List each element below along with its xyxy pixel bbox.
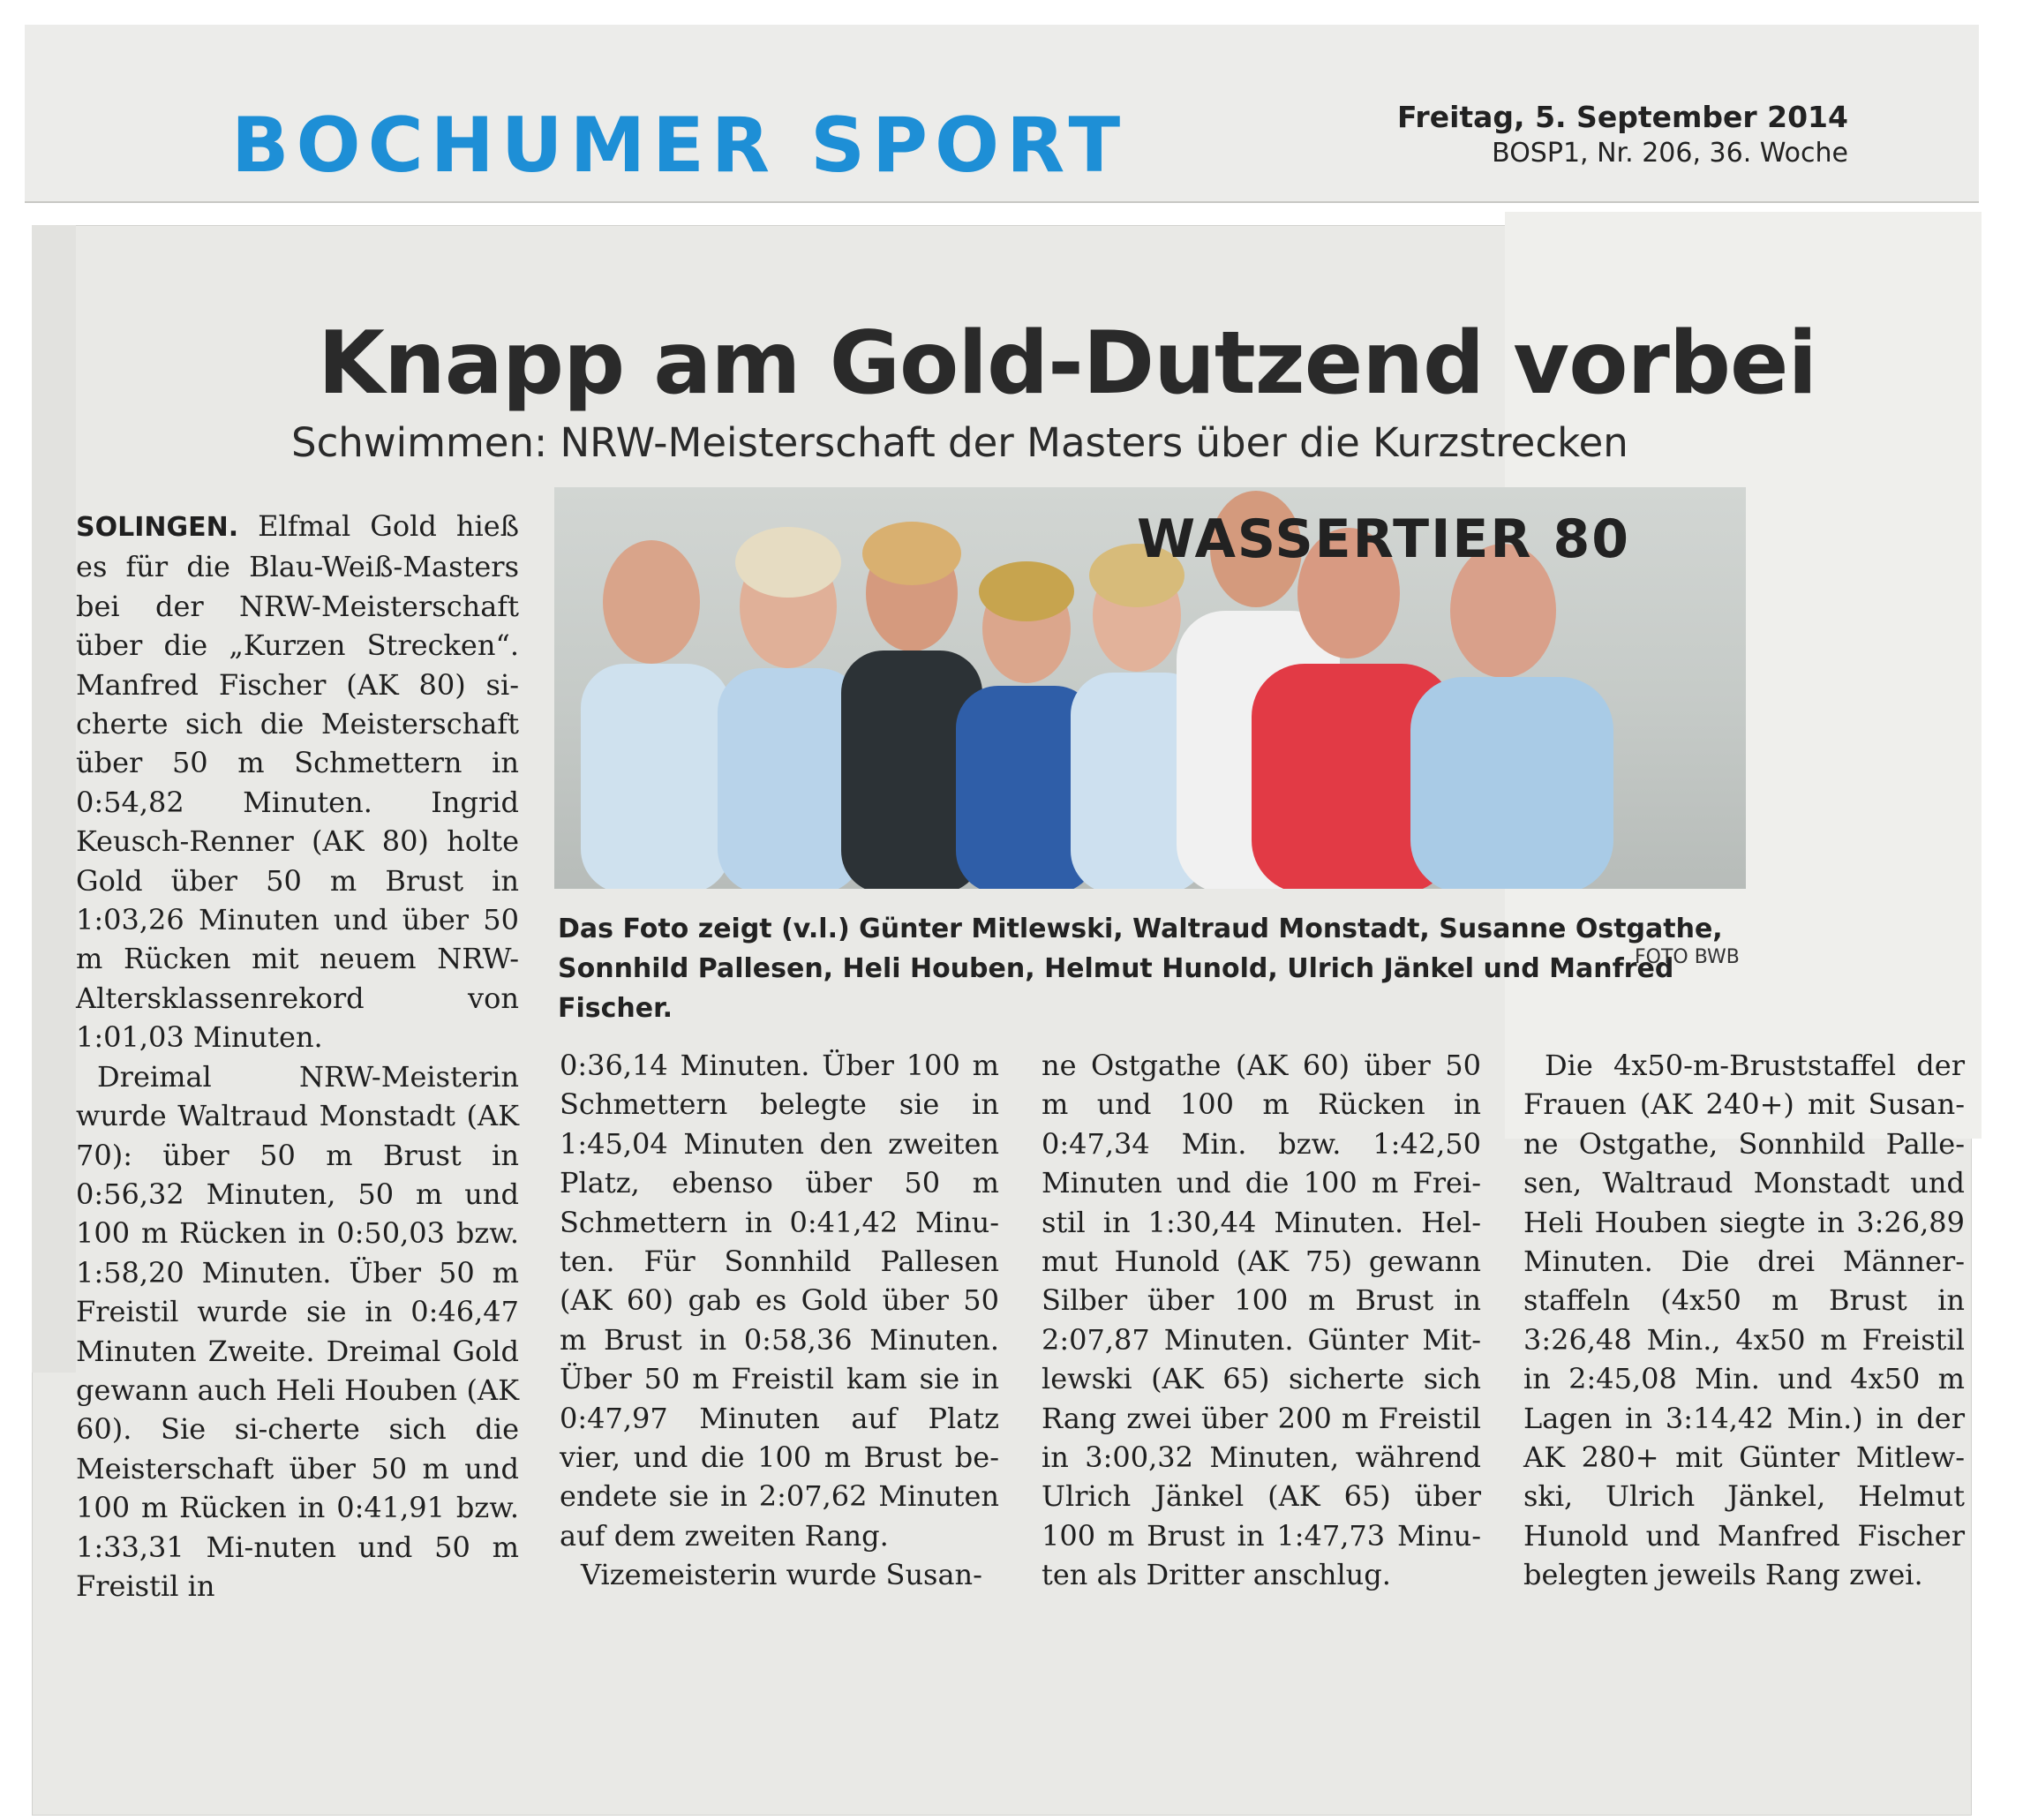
article-paragraph: Dreimal NRW-Meisterin wurde Waltraud Monstadt (AK 70): über 50 m Brust in 0:56,32 Minuten, 50 m und 100 m Rücken in 0:50,03 bzw. 1:58,20 Minuten. Über 50 m Freistil wurde sie in 0:46,47 Minuten Zweite. Dreimal Gold gewann auch Heli Houben (AK 60). Sie si-cherte sich die Meisterschaft über 50 m und 100 m Rücken in 0:41,91 bzw. 1:33,31 Mi-nuten und 50 m Freistil in <box>76 1059 519 1603</box>
article-dateline: SOLINGEN. <box>76 512 239 543</box>
photo-caption: Das Foto zeigt (v.l.) Günter Mitlewski, Waltraud Monstadt, Susanne Ostgathe, Sonnhild Pallesen, Heli Houben, Helmut Hunold, Ulrich Jänkel und Manfred Fischer. <box>558 914 1723 1024</box>
issue-number: BOSP1, Nr. 206, 36. Woche <box>1492 138 1848 169</box>
article-subheadline: Schwimmen: NRW-Meisterschaft der Masters über die Kurzstrecken <box>291 419 1628 466</box>
article-column-1 <box>76 507 519 1606</box>
article-column-4 <box>1523 1046 1965 1595</box>
issue-dateline <box>1397 99 1848 171</box>
article-column-2 <box>560 1046 999 1595</box>
article-paragraph: Vizemeisterin wurde Susan- <box>581 1558 982 1592</box>
article-headline: Knapp am Gold-Dutzend vorbei <box>318 313 1817 414</box>
issue-date: Freitag, 5. September 2014 <box>1396 100 1848 134</box>
article-paragraph: Die 4x50-m-Bruststaffel der Frauen (AK 240+) mit Susan-ne Ostgathe, Sonnhild Palle-sen, Waltraud Monstadt und Heli Houben siegte in 3:26,89 Minuten. Die drei Männer-staffeln (4x50 m Brust in 3:26,48 Min., 4x50 m Freistil in 2:45,08 Min. und 4x50 m Lagen in 3:14,42 Min.) in der AK 280+ mit Günter Mitlew-ski, Ulrich Jänkel, Helmut Hunold und Manfred Fischer belegten jeweils Rang zwei. <box>1523 1049 1965 1592</box>
team-photo <box>554 487 1746 889</box>
article-paragraph: 0:36,14 Minuten. Über 100 m Schmettern belegte sie in 1:45,04 Minuten den zweiten Platz, ebenso über 50 m Schmettern in 0:41,42 Minu-ten. Für Sonnhild Pallesen (AK 60) gab es Gold über 50 m Brust in 0:58,36 Minuten. Über 50 m Freistil kam sie in 0:47,97 Minuten auf Platz vier, und die 100 m Brust be-endete sie in 2:07,62 Minuten auf dem zweiten Rang. <box>560 1049 999 1553</box>
article-column-3 <box>1042 1046 1481 1595</box>
photo-credit: FOTO BWB <box>1635 946 1740 968</box>
article-paragraph: Elfmal Gold hieß es für die Blau-Weiß-Masters bei der NRW-Meisterschaft über die „Kurzen Strecken“. Manfred Fischer (AK 80) si-cherte sich die Meisterschaft über 50 m Schmettern in 0:54,82 Minuten. Ingrid Keusch-Renner (AK 80) holte Gold über 50 m Brust in 1:03,26 Minuten und über 50 m Rücken mit neuem NRW-Altersklassenrekord von 1:01,03 Minuten. <box>76 509 520 1055</box>
adjacent-column-background <box>32 225 76 1373</box>
article-paragraph: ne Ostgathe (AK 60) über 50 m und 100 m Rücken in 0:47,34 Min. bzw. 1:42,50 Minuten und die 100 m Frei-stil in 1:30,44 Minuten. Hel-mut Hunold (AK 75) gewann Silber über 100 m Brust in 2:07,87 Minuten. Günter Mit-lewski (AK 65) sicherte sich Rang zwei über 200 m Freistil in 3:00,32 Minuten, während Ulrich Jänkel (AK 65) über 100 m Brust in 1:47,73 Minu-ten als Dritter anschlug. <box>1042 1049 1481 1592</box>
photo-banner-text: WASSERTIER 80 <box>1137 508 1630 570</box>
section-masthead: BOCHUMER SPORT <box>231 102 1128 190</box>
